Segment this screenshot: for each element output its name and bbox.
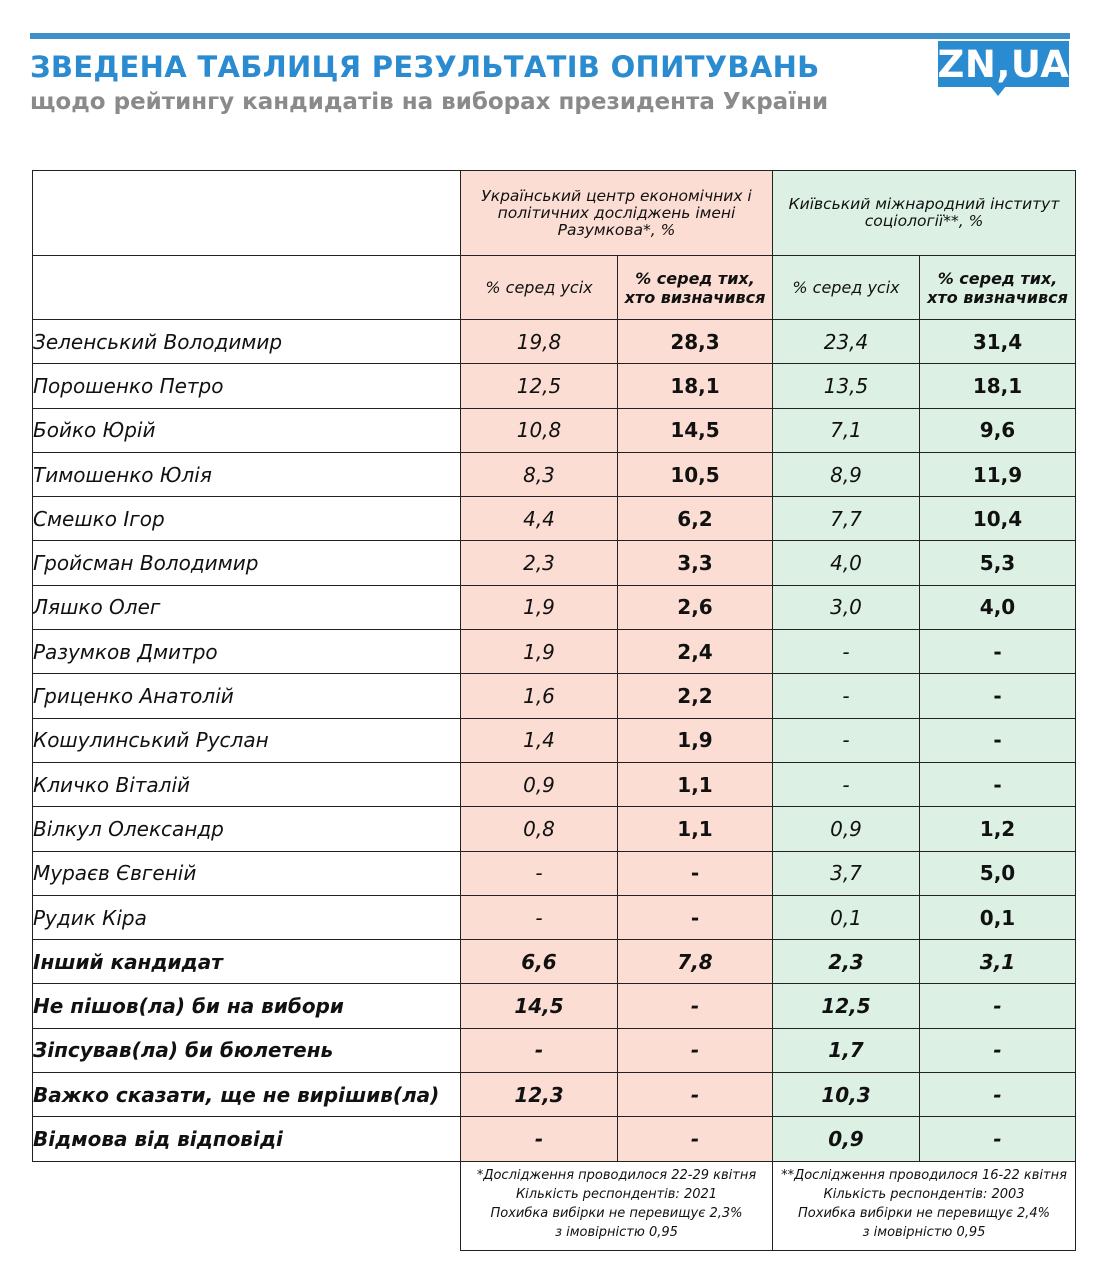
candidate-name: Смешко Ігор: [33, 497, 461, 541]
value-decided-razumkov: -: [618, 1117, 773, 1161]
table-row: [33, 674, 1076, 718]
value-decided-razumkov: 1,9: [618, 718, 773, 762]
candidate-name: Мураєв Євгеній: [33, 851, 461, 895]
candidate-name: Не пішов(ла) би на вибори: [33, 984, 461, 1028]
candidate-name: Гриценко Анатолій: [33, 674, 461, 718]
candidate-name: Кошулинський Руслан: [33, 718, 461, 762]
value-all-kiis: 12,5: [773, 984, 920, 1028]
value-decided-razumkov: 3,3: [618, 541, 773, 585]
value-all-razumkov: 1,4: [461, 718, 618, 762]
value-all-kiis: -: [773, 674, 920, 718]
value-decided-kiis: -: [920, 1117, 1076, 1161]
value-all-razumkov: 0,8: [461, 807, 618, 851]
value-decided-razumkov: 1,1: [618, 807, 773, 851]
candidate-name: Ляшко Олег: [33, 585, 461, 629]
footnote-line: Похибка вибірки не перевищує 2,3%: [490, 1205, 743, 1221]
top-accent-bar: [30, 33, 1070, 39]
value-decided-razumkov: -: [618, 1073, 773, 1117]
page-title: ЗВЕДЕНА ТАБЛИЦЯ РЕЗУЛЬТАТІВ ОПИТУВАНЬ: [30, 50, 820, 84]
value-all-kiis: 13,5: [773, 364, 920, 408]
table-row: [33, 585, 1076, 629]
footnote-line: Кількість респондентів: 2021: [515, 1186, 718, 1202]
table-row: [33, 1117, 1076, 1161]
header-empty-cell: [33, 256, 461, 320]
col-header-decided: % серед тих, хто визначився: [920, 256, 1076, 320]
page-subtitle: щодо рейтингу кандидатів на виборах президента України: [30, 89, 829, 115]
value-decided-kiis: 3,1: [920, 940, 1076, 984]
value-decided-razumkov: 2,6: [618, 585, 773, 629]
value-all-razumkov: 12,3: [461, 1073, 618, 1117]
table-row: [33, 452, 1076, 496]
table-row: [33, 762, 1076, 806]
value-all-kiis: 23,4: [773, 320, 920, 364]
value-all-kiis: 4,0: [773, 541, 920, 585]
value-all-razumkov: -: [461, 1028, 618, 1072]
col-header-decided: % серед тих, хто визначився: [618, 256, 773, 320]
value-all-razumkov: -: [461, 851, 618, 895]
value-decided-kiis: -: [920, 718, 1076, 762]
value-decided-kiis: 5,3: [920, 541, 1076, 585]
value-all-kiis: 1,7: [773, 1028, 920, 1072]
candidate-name: Рудик Кіра: [33, 895, 461, 939]
value-decided-kiis: 18,1: [920, 364, 1076, 408]
value-decided-kiis: 0,1: [920, 895, 1076, 939]
candidate-name: Зеленський Володимир: [33, 320, 461, 364]
value-all-kiis: 7,1: [773, 408, 920, 452]
table-row: [33, 497, 1076, 541]
table-row: [33, 940, 1076, 984]
footnote-line: з імовірністю 0,95: [555, 1224, 678, 1240]
candidate-name: Зіпсував(ла) би бюлетень: [33, 1028, 461, 1072]
footnote-razumkov: [461, 1161, 773, 1250]
value-decided-kiis: -: [920, 674, 1076, 718]
table-row: [33, 851, 1076, 895]
table-row: [33, 408, 1076, 452]
table-row: [33, 320, 1076, 364]
table-row: [33, 541, 1076, 585]
value-decided-razumkov: 1,1: [618, 762, 773, 806]
logo-tail-icon: [990, 86, 1006, 96]
value-decided-razumkov: -: [618, 851, 773, 895]
value-all-kiis: 8,9: [773, 452, 920, 496]
candidate-name: Вілкул Олександр: [33, 807, 461, 851]
value-decided-razumkov: 2,4: [618, 630, 773, 674]
value-all-razumkov: 10,8: [461, 408, 618, 452]
footnote-line: **Дослідження проводилося 16-22 квітня: [781, 1167, 1067, 1183]
table-row: [33, 718, 1076, 762]
table-row: [33, 895, 1076, 939]
value-all-razumkov: 8,3: [461, 452, 618, 496]
value-all-razumkov: 6,6: [461, 940, 618, 984]
value-decided-razumkov: 10,5: [618, 452, 773, 496]
value-decided-kiis: 5,0: [920, 851, 1076, 895]
table-row: [33, 1028, 1076, 1072]
value-decided-razumkov: 14,5: [618, 408, 773, 452]
value-all-razumkov: -: [461, 895, 618, 939]
value-all-razumkov: 1,9: [461, 630, 618, 674]
candidate-name: Бойко Юрій: [33, 408, 461, 452]
table-row: [33, 1073, 1076, 1117]
value-all-razumkov: 14,5: [461, 984, 618, 1028]
footnote-line: *Дослідження проводилося 22-29 квітня: [476, 1167, 757, 1183]
value-all-kiis: 0,9: [773, 807, 920, 851]
value-decided-kiis: 10,4: [920, 497, 1076, 541]
value-decided-kiis: -: [920, 1028, 1076, 1072]
value-all-kiis: -: [773, 718, 920, 762]
value-decided-kiis: 9,6: [920, 408, 1076, 452]
value-decided-razumkov: 7,8: [618, 940, 773, 984]
value-all-razumkov: 2,3: [461, 541, 618, 585]
zn-ua-logo: ZN,UA: [937, 42, 1070, 86]
org-kiis-header: Київський міжнародний інститут соціології**, %: [773, 171, 1076, 256]
table-header-orgs: [33, 171, 1076, 256]
value-decided-razumkov: -: [618, 984, 773, 1028]
col-header-all: % серед усіх: [773, 256, 920, 320]
value-all-kiis: -: [773, 762, 920, 806]
value-decided-razumkov: 18,1: [618, 364, 773, 408]
value-all-razumkov: 1,6: [461, 674, 618, 718]
value-decided-kiis: -: [920, 630, 1076, 674]
value-all-kiis: 10,3: [773, 1073, 920, 1117]
value-decided-razumkov: 2,2: [618, 674, 773, 718]
table-row: [33, 630, 1076, 674]
value-decided-razumkov: 28,3: [618, 320, 773, 364]
table-row: [33, 364, 1076, 408]
table-row: [33, 984, 1076, 1028]
candidate-name: Інший кандидат: [33, 940, 461, 984]
value-decided-kiis: -: [920, 762, 1076, 806]
value-all-razumkov: -: [461, 1117, 618, 1161]
candidate-name: Гройсман Володимир: [33, 541, 461, 585]
header-empty-cell: [33, 171, 461, 256]
value-decided-kiis: 1,2: [920, 807, 1076, 851]
org-razumkov-header: Український центр економічних і політичних досліджень імені Разумкова*, %: [461, 171, 773, 256]
value-decided-kiis: 31,4: [920, 320, 1076, 364]
value-all-kiis: -: [773, 630, 920, 674]
candidate-name: Важко сказати, ще не вирішив(ла): [33, 1073, 461, 1117]
value-all-kiis: 2,3: [773, 940, 920, 984]
footnote-kiis: [773, 1161, 1076, 1250]
table-header-columns: [33, 256, 1076, 320]
candidate-name: Кличко Віталій: [33, 762, 461, 806]
value-all-razumkov: 1,9: [461, 585, 618, 629]
value-all-razumkov: 19,8: [461, 320, 618, 364]
table-row: [33, 807, 1076, 851]
footnote-line: Похибка вибірки не перевищує 2,4%: [798, 1205, 1050, 1221]
value-all-kiis: 3,7: [773, 851, 920, 895]
value-all-razumkov: 0,9: [461, 762, 618, 806]
value-decided-razumkov: -: [618, 1028, 773, 1072]
candidate-name: Тимошенко Юлія: [33, 452, 461, 496]
footnote-line: Кількість респондентів: 2003: [823, 1186, 1025, 1202]
footnote-line: з імовірністю 0,95: [862, 1224, 986, 1240]
candidate-name: Разумков Дмитро: [33, 630, 461, 674]
value-all-razumkov: 4,4: [461, 497, 618, 541]
value-decided-kiis: 11,9: [920, 452, 1076, 496]
value-decided-kiis: 4,0: [920, 585, 1076, 629]
value-all-kiis: 0,9: [773, 1117, 920, 1161]
value-all-kiis: 3,0: [773, 585, 920, 629]
value-all-kiis: 7,7: [773, 497, 920, 541]
value-all-kiis: 0,1: [773, 895, 920, 939]
value-decided-razumkov: 6,2: [618, 497, 773, 541]
candidate-name: Відмова від відповіді: [33, 1117, 461, 1161]
results-table: [32, 170, 1076, 1251]
value-decided-razumkov: -: [618, 895, 773, 939]
candidate-name: Порошенко Петро: [33, 364, 461, 408]
col-header-all: % серед усіх: [461, 256, 618, 320]
table-footnotes: [33, 1161, 1076, 1250]
value-decided-kiis: -: [920, 984, 1076, 1028]
value-decided-kiis: -: [920, 1073, 1076, 1117]
value-all-razumkov: 12,5: [461, 364, 618, 408]
